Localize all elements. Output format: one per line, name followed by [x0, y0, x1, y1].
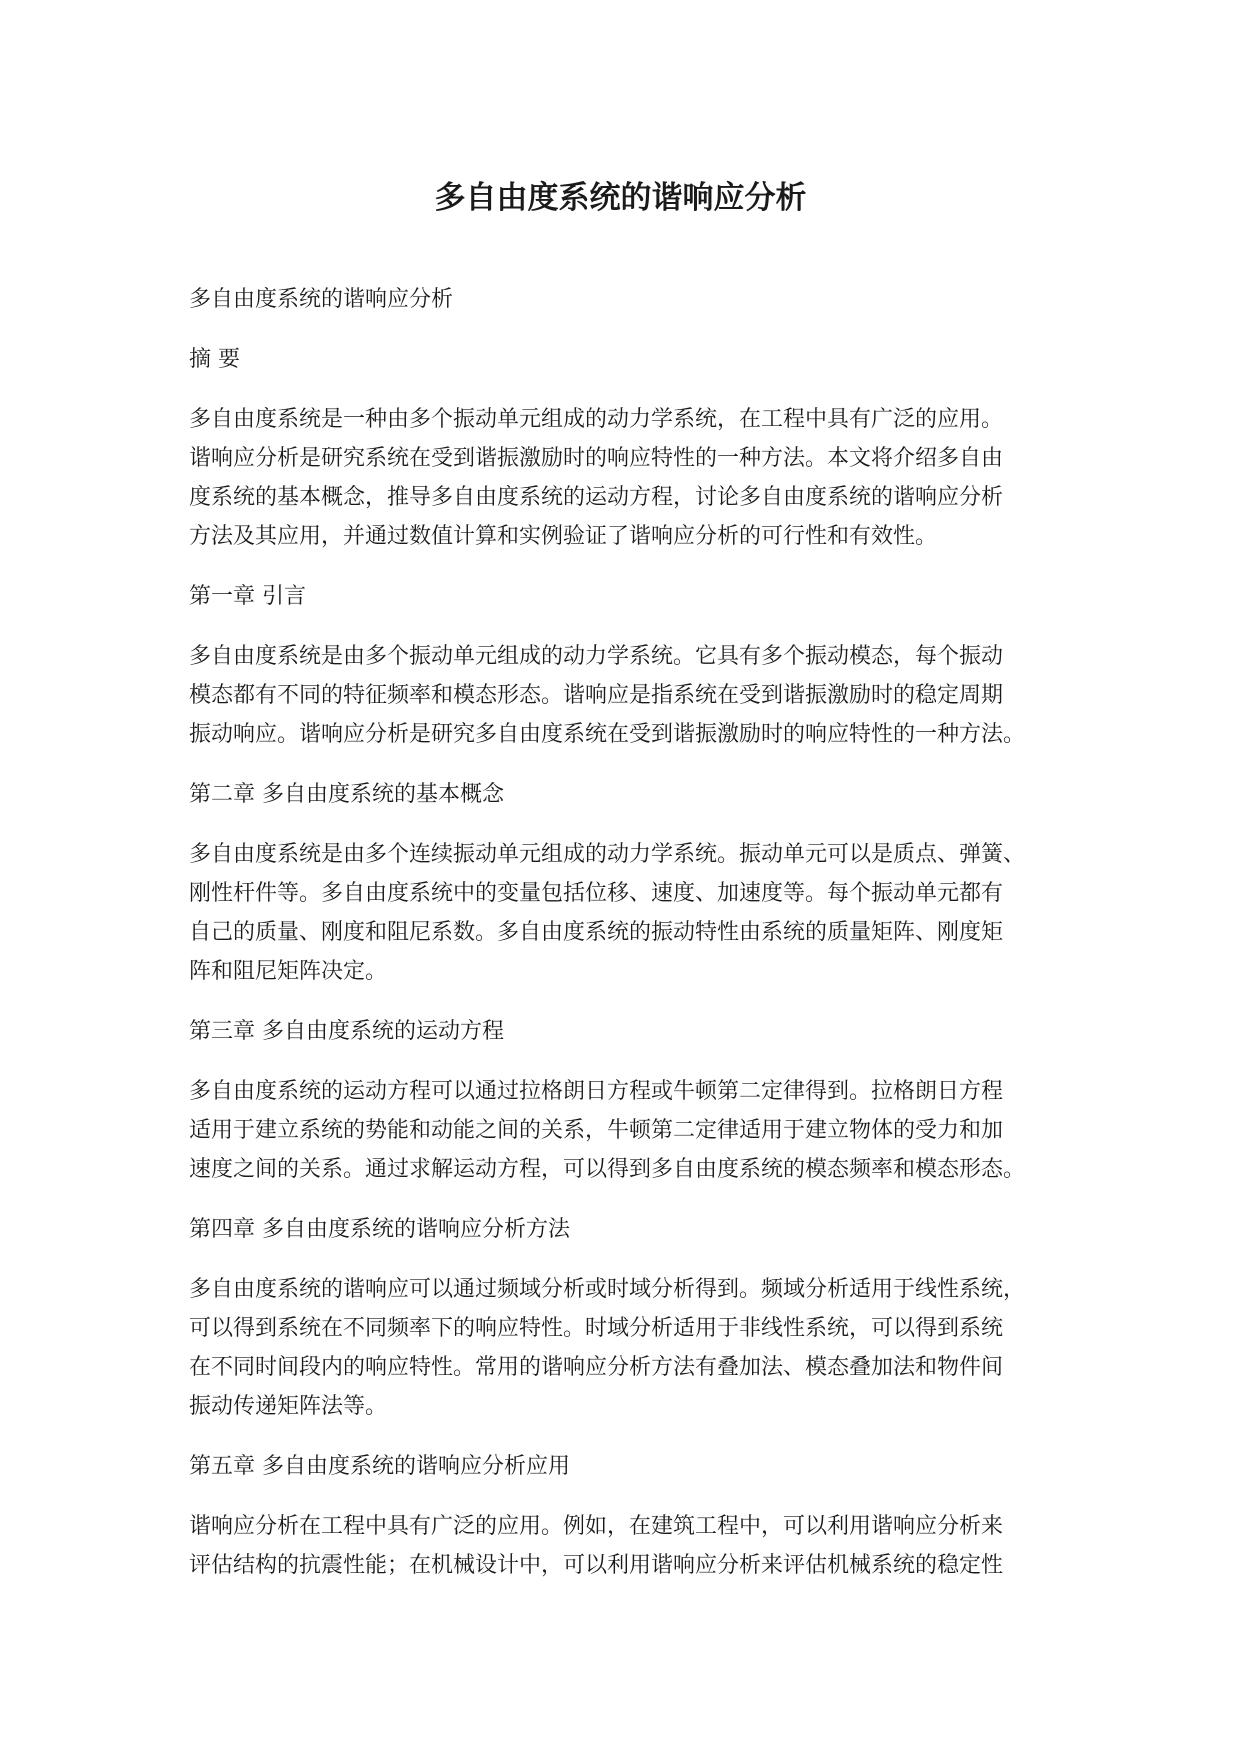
- document-body: [189, 280, 1089, 1606]
- subtitle: 多自由度系统的谐响应分析: [189, 287, 454, 312]
- chapter-2-heading: 第二章 多自由度系统的基本概念: [189, 782, 504, 807]
- paragraph-line: 多自由度系统的谐响应可以通过频域分析或时域分析得到。频域分析适用于线性系统，: [189, 1277, 1026, 1302]
- paragraph-line: 谐响应分析是研究系统在受到谐振激励时的响应特性的一种方法。本文将介绍多自由: [189, 446, 1004, 471]
- paragraph-line: 适用于建立系统的势能和动能之间的关系，牛顿第二定律适用于建立物体的受力和加: [189, 1118, 1004, 1143]
- paragraph-line: 多自由度系统是由多个连续振动单元组成的动力学系统。振动单元可以是质点、弹簧、: [189, 842, 1026, 867]
- chapter-4-heading: 第四章 多自由度系统的谐响应分析方法: [189, 1217, 570, 1242]
- paragraph-line: 谐响应分析在工程中具有广泛的应用。例如，在建筑工程中，可以利用谐响应分析来: [189, 1514, 1004, 1539]
- paragraph-line: 方法及其应用，并通过数值计算和实例验证了谐响应分析的可行性和有效性。: [189, 524, 938, 549]
- abstract-paragraph: [189, 400, 1089, 556]
- paragraph-line: 可以得到系统在不同频率下的响应特性。时域分析适用于非线性系统，可以得到系统: [189, 1316, 1004, 1341]
- paragraph-line: 振动响应。谐响应分析是研究多自由度系统在受到谐振激励时的响应特性的一种方法。: [189, 722, 1026, 747]
- paragraph-line: 自己的质量、刚度和阻尼系数。多自由度系统的振动特性由系统的质量矩阵、刚度矩: [189, 920, 1004, 945]
- paragraph-line: 多自由度系统是一种由多个振动单元组成的动力学系统，在工程中具有广泛的应用。: [189, 407, 1004, 432]
- abstract-heading: 摘 要: [189, 347, 240, 372]
- paragraph-line: 在不同时间段内的响应特性。常用的谐响应分析方法有叠加法、模态叠加法和物件间: [189, 1355, 1004, 1380]
- paragraph-line: 速度之间的关系。通过求解运动方程，可以得到多自由度系统的模态频率和模态形态。: [189, 1157, 1026, 1182]
- chapter-3-paragraph: [189, 1072, 1089, 1189]
- paragraph-line: 模态都有不同的特征频率和模态形态。谐响应是指系统在受到谐振激励时的稳定周期: [189, 683, 1004, 708]
- paragraph-line: 度系统的基本概念，推导多自由度系统的运动方程，讨论多自由度系统的谐响应分析: [189, 485, 1004, 510]
- paragraph-line: 刚性杆件等。多自由度系统中的变量包括位移、速度、加速度等。每个振动单元都有: [189, 881, 1004, 906]
- paragraph-line: 多自由度系统的运动方程可以通过拉格朗日方程或牛顿第二定律得到。拉格朗日方程: [189, 1079, 1004, 1104]
- chapter-2-paragraph: [189, 835, 1089, 991]
- paragraph-line: 阵和阻尼矩阵决定。: [189, 959, 388, 984]
- chapter-1-heading: 第一章 引言: [189, 584, 306, 609]
- document-title: 多自由度系统的谐响应分析: [434, 180, 807, 216]
- chapter-3-heading: 第三章 多自由度系统的运动方程: [189, 1019, 504, 1044]
- chapter-4-paragraph: [189, 1270, 1089, 1426]
- chapter-1-paragraph: [189, 637, 1089, 754]
- chapter-5-heading: 第五章 多自由度系统的谐响应分析应用: [189, 1454, 570, 1479]
- paragraph-line: 振动传递矩阵法等。: [189, 1394, 388, 1419]
- chapter-5-paragraph: [189, 1507, 1089, 1585]
- paragraph-line: 评估结构的抗震性能；在机械设计中，可以利用谐响应分析来评估机械系统的稳定性: [189, 1553, 1004, 1578]
- paragraph-line: 多自由度系统是由多个振动单元组成的动力学系统。它具有多个振动模态，每个振动: [189, 644, 1004, 669]
